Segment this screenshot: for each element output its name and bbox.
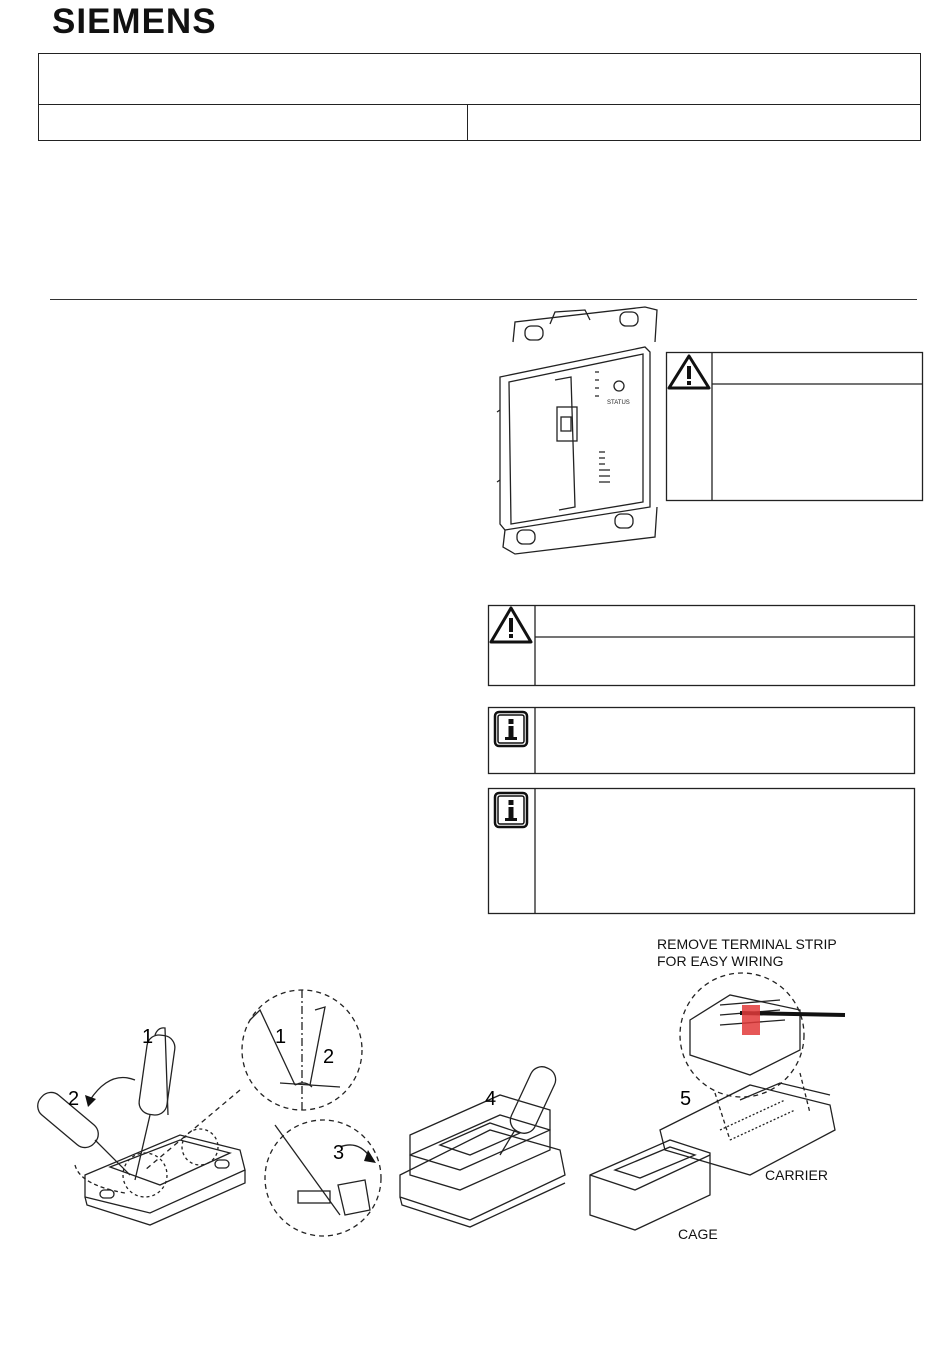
latch-detail-illustration (265, 1120, 381, 1236)
carrier-label: CARRIER (765, 1167, 829, 1183)
remove-strip-caption-line2: FOR EASY WIRING (657, 953, 784, 969)
header-table (38, 53, 921, 141)
warning-triangle-icon (491, 608, 531, 642)
warning-triangle-icon (669, 356, 709, 388)
warning-note-1 (666, 352, 924, 502)
step-number-label: 4 (485, 1088, 497, 1110)
info-icon (495, 793, 527, 827)
detail-circle-illustration (145, 990, 362, 1170)
step-number-label: 3 (333, 1142, 345, 1164)
installation-steps-illustration (40, 935, 920, 1255)
section-divider (50, 299, 917, 300)
step-number-label: 2 (323, 1046, 335, 1068)
remove-strip-caption-line1: REMOVE TERMINAL STRIP (657, 936, 837, 952)
terminal-strip-highlight (742, 1005, 760, 1035)
info-note-2 (488, 788, 916, 915)
step-5-illustration (590, 973, 845, 1230)
header-title-cell (39, 54, 920, 105)
siemens-logo: SIEMENS (52, 2, 217, 41)
cage-label: CAGE (678, 1226, 718, 1242)
step-base-illustration (33, 1028, 245, 1225)
status-label: STATUS (607, 400, 630, 406)
info-icon (495, 712, 527, 746)
step-number-label: 2 (68, 1088, 80, 1110)
step-4-illustration (400, 1063, 565, 1227)
device-front-illustration (495, 302, 665, 557)
warning-note-2 (488, 605, 916, 687)
step-number-label: 1 (142, 1026, 154, 1048)
info-note-1 (488, 707, 916, 775)
step-number-label: 5 (680, 1088, 692, 1110)
step-number-label: 1 (275, 1026, 287, 1048)
header-left-cell (39, 104, 468, 140)
